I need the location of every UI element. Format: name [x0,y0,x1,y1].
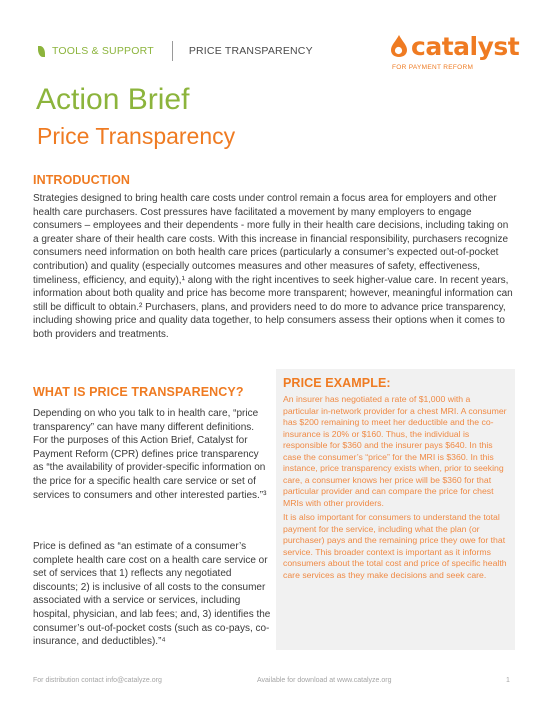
doc-subtitle: Price Transparency [37,123,236,149]
footer-contact: For distribution contact info@catalyze.org [33,677,162,684]
page-header [38,41,313,61]
what-is-paragraph-1: Depending on who you talk to in health care, “price transparency” can have many different definitions. For the purposes of this Action Brief, Catalyst for Payment Reform (CPR) defines price transparency as “the availability of provider-specific information on the price for a specific health care service or set of services to consumers and other interested parties.”³ [33,408,267,501]
catalyst-logo [390,30,520,78]
price-example-paragraph-1: An insurer has negotiated a rate of $1,000 with a particular in-network provider for a chest MRI. A consumer has $200 remaining to meet her deductible and the co-insurance is 20% or $160. Thus, the individual is responsible for $360 and the insurer pays $640. In this case the consumer’s “price” for the MRI is $360. In this instance, price transparency exists when, prior to seeking care, a consumer knows her price will be $360 for that particular provider and can compare the price for chest MRIs with other providers. [283,394,507,508]
header-topic-label: PRICE TRANSPARENCY [188,45,313,57]
footer-download: Available for download at www.catalyze.org [257,677,392,684]
introduction-heading: INTRODUCTION [33,173,131,187]
doc-title: Action Brief [36,83,190,116]
price-example-paragraph-2: It is also important for consumers to understand the total payment for the service, including what the plan (or purchaser) pays and the remaining price they owe for that service. This broader context is important as it informs consumers about the total cost and price of specific health care services as they make decisions and seek care. [283,512,507,580]
leaf-icon [38,46,45,57]
logo-subtitle: FOR PAYMENT REFORM [392,64,474,71]
logo-wordmark: catalyst [411,32,520,61]
price-example-heading: PRICE EXAMPLE: [283,376,391,390]
what-is-paragraph-2: Price is defined as “an estimate of a consumer’s complete health care cost on a health care service or set of services that 1) reflects any negotiated discounts; 2) is inclusive of all costs to the consumer associated with a service or services, including hospital, physician, and lab fees; and, 3) identifies the consumer’s out-of-pocket costs (such as co-pays, co-insurance, and deductibles).”⁴ [33,541,271,648]
price-example-sidebar [276,369,515,650]
what-is-heading: WHAT IS PRICE TRANSPARENCY? [33,385,244,399]
page-number: 1 [506,677,510,684]
header-divider [172,41,173,61]
introduction-paragraph: Strategies designed to bring health care costs under control remain a focus area for employers and other health care purchasers. Cost pressures have facilitated a movement by many employers to engage consumers – employees and their dependents - more fully in their health care decisions, including taking on a greater share of their health care costs. With this increase in financial responsibility, purchasers recognize consumers need information on both health care prices (particularly a consumer’s expected out-of-pocket contribution) and quality (especially outcomes measures and other measures of safety, effectiveness, timeliness, efficiency, and equity),¹ along with the right incentives to seek higher-value care. In recent years, information about both quality and price has become more transparent; however, meaningful information can still be difficult to obtain.² Purchasers, plans, and providers need to do more to advance price transparency, including showing price and quality data together, to help consumers assess their options when it comes to both providers and treatments. [33,193,513,340]
flame-drop-icon [390,34,408,58]
header-section-label: TOOLS & SUPPORT [52,45,154,57]
